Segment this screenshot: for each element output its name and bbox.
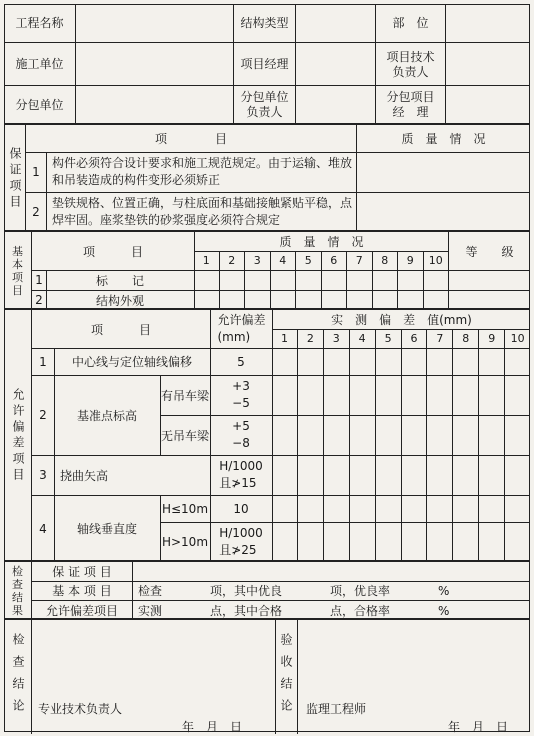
guarantee-item-text: 垫铁规格、位置正确，与柱底面和基础接触紧贴平稳，点焊牢固。座浆垫铁的砂浆强度必须符合规定 — [52, 196, 353, 227]
conclusion-right-area[interactable] — [298, 620, 530, 734]
tolerance-grid — [272, 348, 530, 562]
col-header: 1 — [194, 251, 220, 270]
construction-unit-label: 施工单位 — [4, 43, 76, 86]
sub-unit-head-label: 分包单位 负责人 — [234, 86, 296, 124]
tolerance-item-no: 2 — [39, 408, 47, 422]
project-name-field[interactable] — [76, 4, 234, 42]
tolerance-item-value: H/1000 且≯25 — [219, 526, 263, 557]
header-row-1 — [4, 4, 530, 42]
basic-section — [4, 230, 530, 310]
col-header: 2 — [298, 329, 324, 348]
guarantee-quality-header: 质 量 情 况 — [401, 132, 486, 146]
result-tolerance-label: 允许偏差项目 — [45, 603, 118, 618]
conclusion-right-sign: 监理工程师 — [306, 702, 367, 716]
tolerance-item-value: 5 — [237, 354, 245, 369]
conclusion-left-date: 年 月 日 — [182, 720, 243, 734]
project-name-label: 工程名称 — [4, 4, 76, 42]
tolerance-section — [4, 308, 530, 562]
guarantee-quality-field[interactable] — [357, 193, 530, 232]
col-header: 8 — [373, 251, 399, 270]
col-header: 9 — [479, 329, 505, 348]
sub-unit-label: 分包单位 — [4, 86, 76, 124]
project-manager-field[interactable] — [296, 43, 376, 86]
guarantee-side-label: 保证项目 — [4, 125, 26, 232]
basic-item-text: 结构外观 — [95, 293, 144, 308]
col-header: 2 — [220, 251, 246, 270]
tech-head-field[interactable] — [446, 43, 530, 86]
part-label: 部 位 — [376, 4, 446, 42]
guarantee-item-text: 构件必须符合设计要求和施工规范规定。由于运输、堆放和吊装造成的构件变形必须矫正 — [52, 156, 353, 187]
basic-grade-header: 等 级 — [465, 244, 514, 259]
project-manager-label: 项目经理 — [234, 43, 296, 86]
guarantee-section — [4, 123, 530, 232]
col-header: 10 — [510, 332, 525, 345]
col-header: 4 — [271, 251, 297, 270]
col-header: 3 — [324, 329, 350, 348]
result-guarantee-label: 保 证 项 目 — [52, 565, 112, 579]
col-header: 5 — [376, 329, 402, 348]
result-tolerance-text: 实测 点，其中合格 点，合格率 % — [138, 603, 450, 618]
structure-type-field[interactable] — [296, 4, 376, 42]
result-basic-text: 检查 项，其中优良 项，优良率 % — [138, 584, 450, 598]
col-header: 7 — [347, 251, 373, 270]
tolerance-item-name: 挠曲矢高 — [60, 468, 109, 483]
tech-head-label: 项目技术 负责人 — [376, 43, 446, 86]
sub-unit-field[interactable] — [76, 86, 234, 124]
tolerance-item-header: 项 目 — [90, 322, 151, 337]
tolerance-item-sub: H≤10m — [161, 501, 209, 516]
guarantee-item-no: 2 — [32, 205, 40, 219]
header-row-2 — [4, 42, 530, 86]
inspection-form — [4, 4, 530, 732]
structure-type-label: 结构类型 — [234, 4, 296, 42]
col-header: 7 — [427, 329, 453, 348]
conclusion-section — [4, 618, 530, 734]
conclusion-left-label: 检查结论 — [4, 620, 32, 734]
basic-side-label: 基本项目 — [4, 232, 32, 310]
tolerance-item-value: +5 −8 — [232, 419, 250, 450]
result-side-label: 检查结果 — [4, 562, 32, 620]
tolerance-col-headers — [272, 329, 530, 348]
tolerance-item-no: 4 — [39, 521, 47, 536]
col-header: 4 — [350, 329, 376, 348]
guarantee-item-header: 项 目 — [154, 132, 227, 146]
basic-item-no: 2 — [35, 293, 43, 307]
basic-item-header: 项 目 — [82, 244, 143, 259]
col-header: 6 — [402, 329, 428, 348]
tolerance-item-value: 10 — [233, 501, 249, 516]
col-header: 1 — [272, 329, 298, 348]
result-basic-label: 基 本 项 目 — [52, 584, 112, 598]
tolerance-item-sub: H>10m — [161, 535, 209, 549]
col-header: 5 — [296, 251, 322, 270]
tolerance-item-name: 中心线与定位轴线偏移 — [71, 355, 192, 369]
conclusion-left-area[interactable] — [32, 620, 276, 734]
tolerance-item-value: H/1000 且≯15 — [219, 459, 263, 490]
sub-pm-field[interactable] — [446, 86, 530, 124]
basic-quality-header: 质 量 情 况 — [279, 235, 364, 249]
tolerance-item-name: 基准点标高 — [76, 408, 137, 423]
tolerance-allow-header: 允许偏差 (mm) — [217, 313, 266, 344]
conclusion-right-label: 验收结论 — [276, 620, 298, 734]
tolerance-item-sub: 有吊车梁 — [160, 388, 209, 403]
basic-col-headers — [194, 251, 448, 270]
basic-item-text: 标 记 — [95, 273, 144, 288]
tolerance-item-no: 3 — [39, 468, 47, 482]
col-header: 8 — [453, 329, 479, 348]
part-field[interactable] — [446, 4, 530, 42]
col-header: 9 — [398, 251, 424, 270]
header-row-3 — [4, 85, 530, 124]
sub-pm-label: 分包项目 经 理 — [376, 86, 446, 124]
conclusion-left-sign: 专业技术负责人 — [38, 702, 123, 716]
basic-grid — [194, 270, 448, 310]
guarantee-quality-field[interactable] — [357, 153, 530, 192]
conclusion-right-date: 年 月 日 — [448, 720, 509, 734]
tolerance-item-no: 1 — [39, 354, 47, 369]
result-section — [4, 560, 530, 620]
col-header: 3 — [245, 251, 271, 270]
tolerance-side-label: 允许偏差项目 — [4, 310, 32, 562]
guarantee-item-no: 1 — [32, 165, 40, 179]
basic-item-no: 1 — [35, 273, 43, 287]
sub-unit-head-field[interactable] — [296, 86, 376, 124]
tolerance-item-name: 轴线垂直度 — [76, 522, 137, 536]
tolerance-measured-header: 实 测 偏 差 值(mm) — [331, 313, 472, 327]
col-header: 10 — [428, 254, 443, 267]
tolerance-item-sub: 无吊车梁 — [160, 428, 209, 443]
construction-unit-field[interactable] — [76, 43, 234, 86]
col-header: 6 — [322, 251, 348, 270]
tolerance-item-value: +3 −5 — [232, 379, 250, 410]
